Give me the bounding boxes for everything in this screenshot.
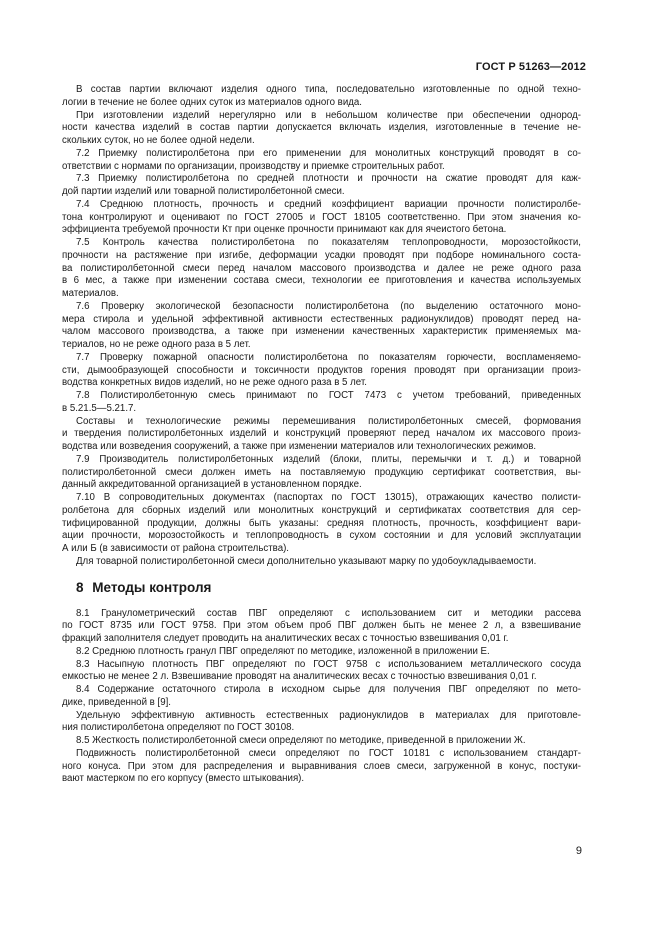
- text-line: В состав партии включают изделия одного типа, последовательно изготовленные по одной техно-: [76, 84, 581, 95]
- text-line: Подвижность полистиролбетонной смеси определяют по ГОСТ 10181 с использованием стандарт-: [76, 747, 581, 759]
- text-line: 8.4 Содержание остаточного стирола в исходном сырье для получения ПВГ определяют по мето-: [76, 684, 581, 695]
- text-line: 7.4 Среднюю плотность, прочность и средний коэффициент вариации прочности полистиролбе-: [76, 198, 581, 210]
- text-line: и твердения полистиролбетонных изделий и конструкций проверяют перед началом их массового произ-: [62, 428, 581, 440]
- text-line: 7.5 Контроль качества полистиролбетона по показателям теплопроводности, морозостойкости,: [76, 237, 581, 248]
- text-line: 8.1 Гранулометрический состав ПВГ определяют с использованием сит и методики рассева: [76, 607, 581, 619]
- text-line: фракций заполнителя следует проводить на аналитических весах с точностью взвешивания 0,01 г.: [62, 633, 509, 644]
- text-line: полистиролбетонной смеси должен иметь на поставляемую продукцию сертификат соответствия, вы-: [62, 466, 581, 478]
- text-line: 8.2 Среднюю плотность гранул ПВГ определяют по методике, изложенной в приложении Е.: [76, 645, 490, 657]
- text-line: ва полистиролбетонной смеси перед началом массового производства и далее не реже одного раза: [62, 262, 581, 274]
- paragraph: [62, 148, 581, 174]
- text-line: териалов, но не реже одного раза в 5 лет.: [62, 339, 251, 350]
- text-line: емкостью не менее 2 л. Взвешивание проводят на аналитических весах с точностью взвешивания 0,01 г.: [62, 671, 537, 683]
- text-line: сти, дымообразующей способности и токсичности продуктов горения проводят при организации произ-: [62, 364, 581, 376]
- text-line: Удельную эффективную активность естественных радионуклидов в материалах для приготовле-: [76, 709, 581, 721]
- paragraph: [62, 748, 581, 786]
- paragraph: [62, 110, 581, 148]
- text-line: 7.2 Приемку полистиролбетона при его применении для монолитных конструкций проводят в со-: [76, 147, 581, 159]
- text-line: материалов.: [62, 288, 119, 299]
- section-8-body: [62, 608, 581, 787]
- text-line: 7.9 Производитель полистиролбетонных изделий (блоки, плиты, перемычки и т. д.) и товарной: [76, 453, 581, 465]
- paragraph: [62, 416, 581, 454]
- text-line: эффициента требуемой прочности Кт при оценке прочности принимают как для ячеистого бетона.: [62, 224, 507, 236]
- paragraph: [62, 390, 581, 416]
- text-line: мера стирола и удельной эффективной активности естественных радионуклидов) проводят перед на-: [62, 313, 581, 325]
- text-line: водства или возведения сооружений, а также при изменении материалов или технологических режимов.: [62, 441, 537, 452]
- text-line: ности качества изделий в состав партии допускается включать изделия, изготовленные в течение не-: [62, 122, 581, 134]
- text-line: 7.7 Проверку пожарной опасности полистиролбетона по показателям горючести, воспламеняемо-: [76, 351, 581, 363]
- section-8-number: 8: [76, 579, 84, 595]
- text-line: тифицированной продукции, должны быть указаны: средняя плотность, прочность, коэффициент вари-: [62, 517, 581, 529]
- text-line: чалом массового производства, а также при изменении качественных характеристик применяемых ма-: [62, 326, 581, 338]
- text-line: ответствии с нормами по организации, производству и приемке строительных работ.: [62, 160, 445, 172]
- text-line: вают мастерком по его корпусу (вместо штыкования).: [62, 773, 305, 785]
- paragraph: [62, 492, 581, 556]
- document-id: ГОСТ Р 51263—2012: [475, 61, 586, 73]
- text-line: прочности на растяжение при изгибе, деформации усадки проводят при подборе номинального соста-: [62, 249, 581, 261]
- text-line: 7.8 Полистиролбетонную смесь принимают по ГОСТ 7473 с учетом требований, приведенных: [76, 390, 581, 401]
- paragraph: [62, 84, 581, 110]
- paragraph: [62, 352, 581, 390]
- paragraph: [62, 556, 581, 569]
- text-line: 7.6 Проверку экологической безопасности полистиролбетона (по выделению остаточного моно-: [76, 300, 581, 312]
- text-line: 7.10 В сопроводительных документах (паспортах по ГОСТ 13015), отражающих качество полисти-: [76, 492, 581, 503]
- text-line: в 5.21.5—5.21.7.: [62, 402, 137, 414]
- text-line: данный аккредитованной организацией в установленном порядке.: [62, 479, 362, 491]
- paragraph: [62, 237, 581, 301]
- page-number: 9: [575, 845, 582, 857]
- paragraph: [62, 735, 581, 748]
- text-line: логии в течение не более одних суток из материалов одного вида.: [62, 96, 362, 108]
- section-8-heading: [62, 579, 581, 597]
- paragraph: [62, 199, 581, 237]
- text-line: 8.3 Насыпную плотность ПВГ определяют по ГОСТ 9758 с использованием металлического сосуда: [76, 658, 581, 670]
- text-line: ния полистиролбетона определяют по ГОСТ 30108.: [62, 722, 295, 734]
- text-line: водства конкретных видов изделий, но не реже одного раза в 5 лет.: [62, 377, 367, 389]
- paragraph: [62, 608, 581, 646]
- text-line: ного конуса. При этом для распределения и выравнивания слоев смеси, загруженной в конус, постуки-: [62, 760, 581, 772]
- section-8-title: Методы контроля: [92, 579, 212, 595]
- text-line: Составы и технологические режимы перемешивания полистиролбетонных смесей, формования: [76, 415, 581, 427]
- text-line: Для товарной полистиролбетонной смеси дополнительно указывают марку по удобоукладываемости.: [76, 555, 537, 567]
- text-line: по ГОСТ 8735 или ГОСТ 9758. При этом объем проб ПВГ должен быть не менее 2 л, а взвешивание: [62, 620, 581, 632]
- text-line: дой партии изделий или товарной полистиролбетонной смеси.: [62, 186, 345, 197]
- paragraph: [62, 659, 581, 685]
- text-line: 7.3 Приемку полистиролбетона по средней плотности и прочности на сжатие проводят для каж-: [76, 173, 581, 185]
- section-7-body: [62, 84, 581, 569]
- text-line: При изготовлении изделий нерегулярно или в небольшом количестве при обеспечении однород-: [76, 109, 581, 121]
- paragraph: [62, 646, 581, 659]
- text-line: 8.5 Жесткость полистиролбетонной смеси определяют по методике, приведенной в приложении Ж.: [76, 735, 526, 746]
- text-line: тона контролируют и оценивают по ГОСТ 27005 и ГОСТ 18105 соответственно. При этом значения ко-: [62, 211, 581, 223]
- content-body: [62, 84, 581, 786]
- paragraph: [62, 301, 581, 352]
- text-line: ации прочности, морозостойкость и теплопроводность в сухом состоянии и для условий эксплуатации: [62, 530, 581, 542]
- text-line: в 6 мес, а также при изменении состава смеси, технологии ее приготовления и качества используемых: [62, 275, 581, 287]
- text-line: скольких суток, но не более одной недели.: [62, 135, 255, 146]
- paragraph: [62, 173, 581, 199]
- paragraph: [62, 684, 581, 710]
- paragraph: [62, 710, 581, 736]
- text-line: дике, приведенной в [9].: [62, 696, 171, 708]
- text-line: ролбетона для сборных изделий или монолитных конструкций и сертификатах соответствия для сер-: [62, 504, 581, 516]
- paragraph: [62, 454, 581, 492]
- text-line: А или Б (в зависимости от района строительства).: [62, 543, 289, 554]
